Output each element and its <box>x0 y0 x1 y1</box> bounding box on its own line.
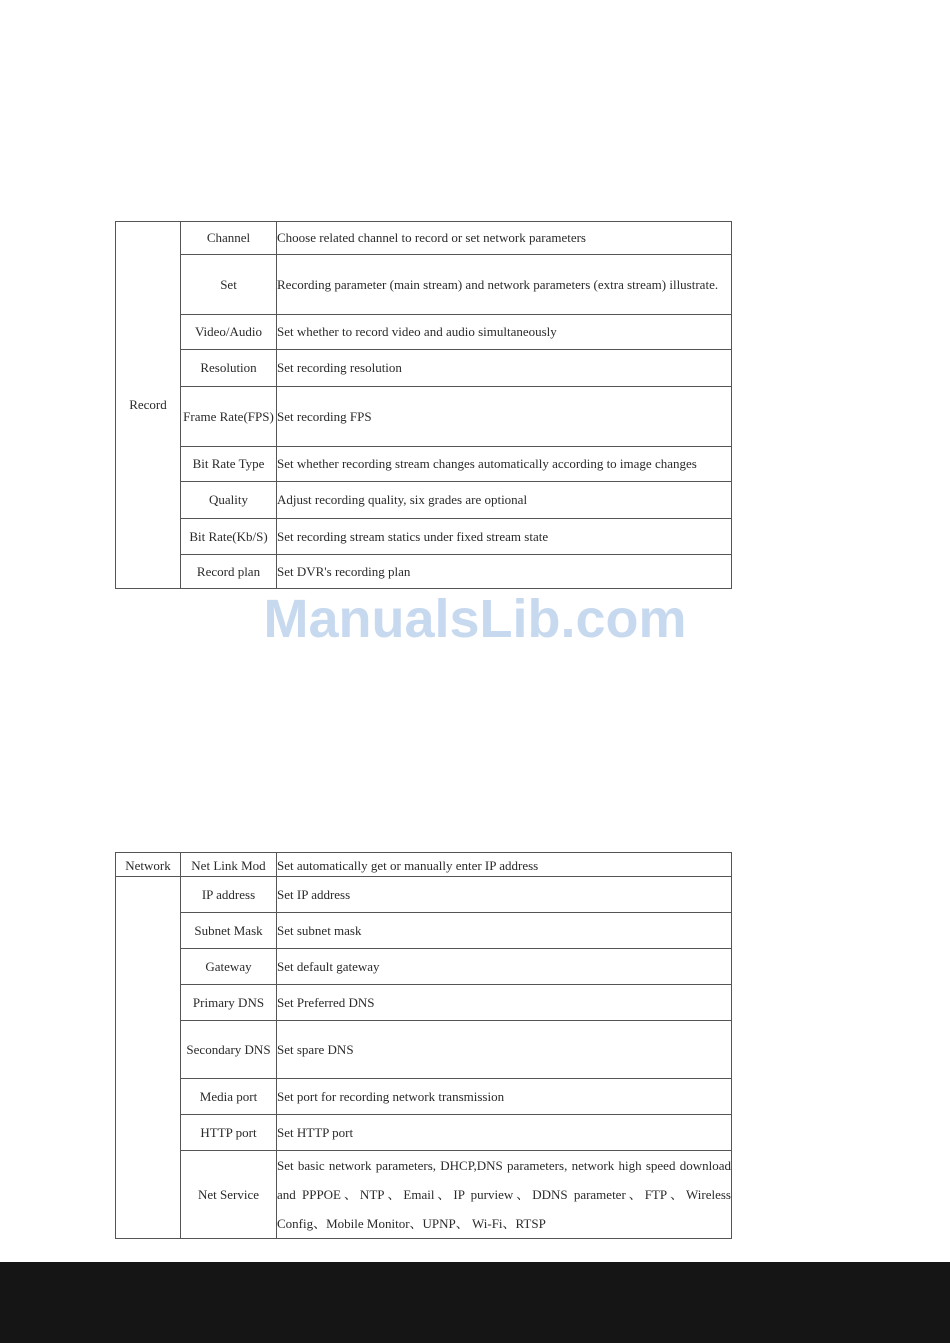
row-description: Set port for recording network transmission <box>277 1079 732 1115</box>
row-description: Set default gateway <box>277 949 732 985</box>
row-name: Subnet Mask <box>181 913 277 949</box>
table-row <box>116 1151 732 1239</box>
row-description: Set whether recording stream changes automatically according to image changes <box>277 447 732 482</box>
table-row <box>116 255 732 315</box>
footer-bar <box>0 1262 950 1343</box>
network-category-label: Network <box>116 853 181 877</box>
row-description: Recording parameter (main stream) and network parameters (extra stream) illustrate. <box>277 255 732 315</box>
row-description: Set whether to record video and audio simultaneously <box>277 315 732 350</box>
row-description: Set automatically get or manually enter IP address <box>277 853 732 877</box>
table-row <box>116 519 732 555</box>
table-row <box>116 447 732 482</box>
row-description: Set recording FPS <box>277 387 732 447</box>
row-name: IP address <box>181 877 277 913</box>
table-row <box>116 913 732 949</box>
row-description: Set basic network parameters, DHCP,DNS parameters, network high speed download and PPPOE、NTP、Email、IP purview、DDNS parameter、FTP、Wireless Config、Mobile Monitor、UPNP、 Wi-Fi、RTSP <box>277 1151 732 1239</box>
table-row <box>116 1115 732 1151</box>
row-name: Quality <box>181 482 277 519</box>
record-settings-table <box>115 221 732 589</box>
record-category-label: Record <box>116 222 181 589</box>
row-description: Choose related channel to record or set network parameters <box>277 222 732 255</box>
table-row <box>116 350 732 387</box>
table-row <box>116 482 732 519</box>
row-name: Gateway <box>181 949 277 985</box>
row-name: Frame Rate(FPS) <box>181 387 277 447</box>
row-name: Net Service <box>181 1151 277 1239</box>
row-name: Set <box>181 255 277 315</box>
row-description: Set spare DNS <box>277 1021 732 1079</box>
row-description: Set DVR's recording plan <box>277 555 732 589</box>
row-description: Set recording resolution <box>277 350 732 387</box>
row-name: Secondary DNS <box>181 1021 277 1079</box>
table-row <box>116 222 732 255</box>
table-row <box>116 1021 732 1079</box>
row-description: Set HTTP port <box>277 1115 732 1151</box>
row-description: Set IP address <box>277 877 732 913</box>
row-name: Bit Rate Type <box>181 447 277 482</box>
watermark: ManualsLib.com <box>263 589 687 649</box>
table-row <box>116 315 732 350</box>
row-name: Channel <box>181 222 277 255</box>
row-description: Adjust recording quality, six grades are optional <box>277 482 732 519</box>
network-settings-table <box>115 852 732 1239</box>
category-spacer <box>116 877 181 1239</box>
row-name: Bit Rate(Kb/S) <box>181 519 277 555</box>
row-name: Resolution <box>181 350 277 387</box>
table-row <box>116 853 732 877</box>
row-name: Video/Audio <box>181 315 277 350</box>
row-description: Set subnet mask <box>277 913 732 949</box>
row-description: Set Preferred DNS <box>277 985 732 1021</box>
table-row <box>116 1079 732 1115</box>
row-name: HTTP port <box>181 1115 277 1151</box>
row-description: Set recording stream statics under fixed stream state <box>277 519 732 555</box>
table-row <box>116 949 732 985</box>
table-row <box>116 387 732 447</box>
row-name: Net Link Mod <box>181 853 277 877</box>
row-name: Record plan <box>181 555 277 589</box>
row-name: Primary DNS <box>181 985 277 1021</box>
table-row <box>116 985 732 1021</box>
table-row <box>116 877 732 913</box>
row-name: Media port <box>181 1079 277 1115</box>
table-row <box>116 555 732 589</box>
